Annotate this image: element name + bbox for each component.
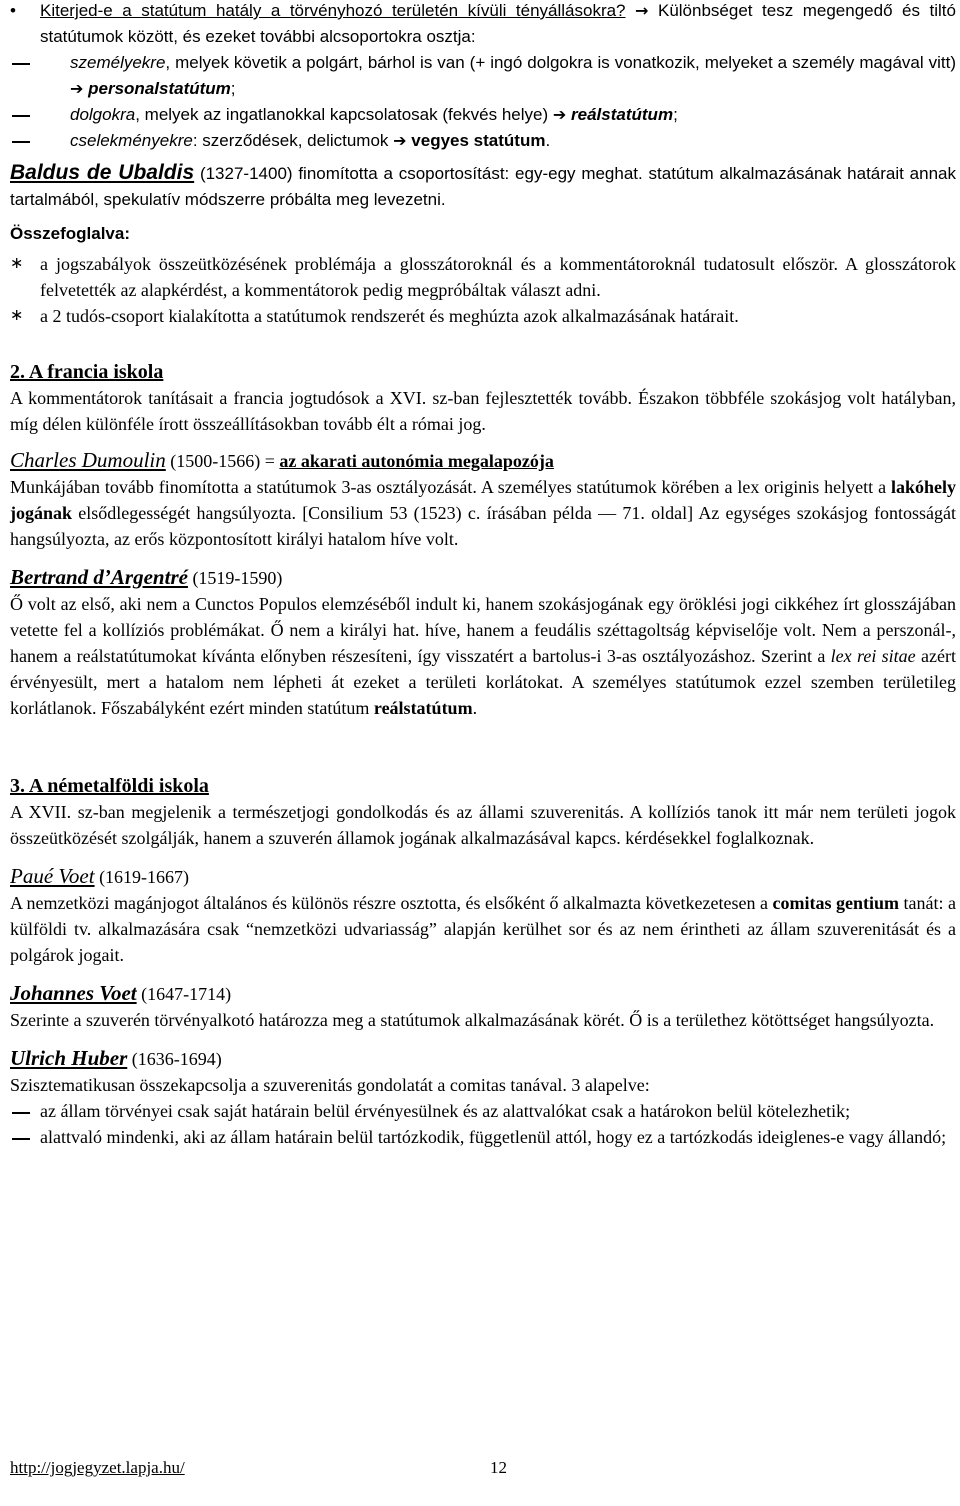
dumoulin-heading	[10, 447, 956, 474]
dash-icon	[10, 1124, 40, 1150]
huber-heading	[10, 1045, 956, 1072]
dumoulin-name: Charles Dumoulin	[10, 448, 166, 472]
top-line-text: Különbséget tesz megengedő és tiltó statútumok között, és ezeket további alcsoportokra osztja:	[40, 1, 956, 46]
document-page	[10, 0, 956, 1150]
summary-item	[10, 303, 956, 329]
paue-heading	[10, 863, 956, 890]
asterisk-icon: ∗	[10, 255, 24, 272]
paue-dates: (1619-1667)	[94, 867, 190, 887]
johannes-name: Johannes Voet	[10, 981, 137, 1005]
list-item-desc: : szerződések, delictumok	[192, 131, 389, 150]
dumoulin-text-a: Munkájában tovább finomította a statútumok 3-as osztályozását. A személyes statútumok körében a lex originis helyett a	[10, 477, 891, 497]
dash-icon	[10, 50, 70, 76]
list-item	[10, 128, 956, 154]
dumoulin-dates: (1500-1566) =	[165, 451, 280, 471]
paue-text-a: A nemzetközi magánjogot általános és különös részre osztotta, és elsőként ő alkalmazta következetesen a	[10, 893, 773, 913]
baldus-text: (1327-1400) finomította a csoportosítást: egy-egy meghat. statútum alkalmazásának határait annak tartalmából, spekulatív módszerre próbálta meg levezetni.	[10, 164, 956, 209]
huber-principle-text: alattvaló mindenki, aki az állam határain belül tartózkodik, függetlenül attól, hogy ez a tartózkodás ideiglenes-e vagy állandó;	[40, 1127, 947, 1147]
dash-icon	[10, 128, 70, 154]
argentre-text	[10, 591, 956, 721]
paue-name: Paué Voet	[10, 864, 95, 888]
baldus-name: Baldus de Ubaldis	[10, 161, 195, 184]
list-item-end: .	[545, 131, 551, 150]
top-bullet-text	[40, 0, 956, 50]
list-item	[10, 102, 956, 128]
baldus-paragraph	[10, 160, 956, 213]
johannes-text: Szerinte a szuverén törvényalkotó határozza meg a statútumok alkalmazásának körét. Ő is a területhez kötöttséget hangsúlyozta.	[10, 1010, 935, 1030]
list-item-text	[70, 50, 956, 102]
dash-icon	[10, 102, 70, 128]
dumoulin-text	[10, 474, 956, 552]
argentre-name: Bertrand d’Argentré	[10, 565, 188, 589]
huber-dates: (1636-1694)	[127, 1049, 222, 1069]
list-item-text	[70, 128, 956, 154]
summary-item-text: a 2 tudós-csoport kialakította a statútumok rendszerét és meghúzta azok alkalmazásának határait.	[40, 306, 739, 326]
argentre-text-a: Ő volt az első, aki nem a Cunctos Populos elemzéséből indult ki, hanem szokásjogának egy öröklési jogi cikkéhez írt glosszájában vetette fel a kollíziós problémákat. Ő nem a királyi hat. híve, hanem a feudális széttagoltság képviselője volt. Nem a perszonál-, hanem a reálstatútumokat kívánta előnyben részesíteni, így visszatért a bartolus-i 3-as osztályozáshoz. Szerint a	[10, 594, 956, 666]
section-2-text: A kommentátorok tanításait a francia jogtudósok a XVI. sz-ban fejlesztették tovább. Északon többféle szokásjog volt hatályban, míg délen különféle írott összeállításokban tovább élt a római jog.	[10, 388, 956, 434]
argentre-heading	[10, 564, 956, 591]
johannes-heading	[10, 980, 956, 1007]
dash-icon	[10, 1098, 40, 1124]
huber-text: Szisztematikusan összekapcsolja a szuverenitás gondolatát a comitas tanával. 3 alapelve:	[10, 1075, 650, 1095]
argentre-text-bold: reálstatútum	[373, 698, 473, 718]
dumoulin-text-b: elsődlegességét hangsúlyozta. [Consilium 53 (1523) c. írásában példa — 71. oldal] Az egységes szokásjog fontosságát hangsúlyozta, az erős központosított királyi hatalom híve volt.	[10, 503, 956, 549]
johannes-dates: (1647-1714)	[136, 984, 232, 1004]
argentre-dates: (1519-1590)	[187, 568, 283, 588]
arrow-right-icon: →	[635, 1, 649, 20]
asterisk-icon: ∗	[10, 307, 24, 324]
arrow-right-bold-icon: ➔	[70, 79, 84, 98]
huber-principle-item	[10, 1124, 956, 1150]
huber-name: Ulrich Huber	[10, 1046, 128, 1070]
section-3-heading: 3. A németalföldi iskola	[10, 775, 209, 797]
footer-link-wrap	[10, 1458, 185, 1478]
list-item	[10, 50, 956, 102]
bullet-icon: •	[10, 1, 16, 20]
summary-item	[10, 251, 956, 303]
list-item-end: ;	[673, 105, 678, 124]
list-item-keyword: személyekre	[70, 53, 166, 72]
list-item-keyword: dolgokra	[70, 105, 136, 124]
argentre-text-end: .	[472, 698, 478, 718]
footer-link[interactable]: http://jogjegyzet.lapja.hu/	[10, 1458, 185, 1477]
huber-principle-item	[10, 1098, 956, 1124]
paue-text-bold: comitas gentium	[772, 893, 899, 913]
list-item-desc: , melyek az ingatlanokkal kapcsolatosak (fekvés helye)	[135, 105, 549, 124]
argentre-text-b: azért érvényesült, mert a hatalom nem lépheti át ezeket a területi korlátokat. A személyes statútumok ezzel szemben területileg korlátlanok. Főszabályként ezért minden statútum	[10, 646, 956, 718]
list-item-term: personalstatútum	[88, 79, 231, 98]
dumoulin-text-bold: lakóhely jogának	[10, 477, 956, 523]
list-item-end: ;	[230, 79, 236, 98]
list-item-term: vegyes statútum	[411, 131, 546, 150]
top-bullet-item	[10, 0, 956, 50]
paue-text-b: tanát: a külföldi tv. alkalmazására csak “nemzetközi udvariasság” alapján kerülhet sor és az nem érintheti az állam szuverenitását és a polgárok jogait.	[10, 893, 957, 965]
huber-principle-text: az állam törvényei csak saját határain belül érvényesülnek és az alattvalókat csak a határokon belül kötelezhetik;	[40, 1101, 851, 1121]
page-number: 12	[490, 1458, 507, 1477]
list-item-desc: , melyek követik a polgárt, bárhol is van (+ ingó dolgokra is vonatkozik, melyeket a személy magával vitt)	[165, 53, 956, 72]
section-2-heading: 2. A francia iskola	[10, 361, 164, 383]
dumoulin-epithet: az akarati autonómia megalapozója	[279, 451, 554, 471]
list-item-term: reálstatútum	[571, 105, 674, 124]
arrow-right-bold-icon: ➔	[393, 131, 407, 150]
paue-text	[10, 890, 956, 968]
section-3-text: A XVII. sz-ban megjelenik a természetjogi gondolkodás és az állami szuverenitás. A kollíziós tanok itt már nem területi jogok összeütközését szolgálják, hanem a szuverén államok jogának alkalmazásával kapcs. kérdésekkel foglalkoznak.	[10, 802, 956, 848]
list-item-text	[70, 102, 956, 128]
argentre-text-italic: lex rei sitae	[830, 646, 916, 666]
list-item-keyword: cselekményekre	[70, 131, 193, 150]
summary-title: Összefoglalva:	[10, 224, 130, 243]
summary-item-text: a jogszabályok összeütközésének problémája a glosszátoroknál és a kommentátoroknál tudatosult először. A glosszátorok felvetették az alapkérdést, a kommentátorok pedig megpróbáltak választ adni.	[40, 254, 956, 300]
top-question: Kiterjed-e a statútum hatály a törvényhozó területén kívüli tényállásokra?	[40, 1, 626, 20]
arrow-right-bold-icon: ➔	[552, 105, 567, 124]
